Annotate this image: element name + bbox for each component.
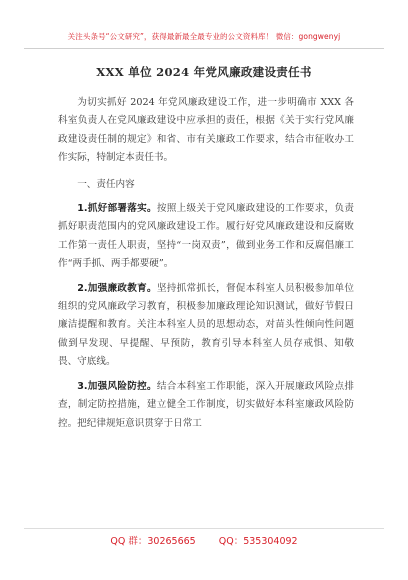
header-banner <box>24 24 384 49</box>
item-label-2: 2.加强廉政教育。 <box>77 282 157 294</box>
section-heading: 一、责任内容 <box>77 178 135 190</box>
item-label-1: 1.抓好部署落实。 <box>77 203 157 215</box>
item-text-3: 结合本科室工作职能，深入开展廉政风险点排查，制定防控措施，建立健全工作制度，切实做好本科室廉政风险防控。把纪律规矩意识贯穿于日常工 <box>58 380 354 429</box>
header-banner-text: 关注头条号“公文研究”，获得最新最全最专业的公文资料库！ 微信：gongwenyj <box>67 32 341 41</box>
footer-contact <box>0 533 408 547</box>
footer-qq: QQ：535304092 <box>218 536 298 547</box>
footer-divider <box>24 528 384 529</box>
document-title: XXX 单位 2024 年党风廉政建设责任书 <box>96 65 312 79</box>
document-body <box>58 94 354 433</box>
item-text-2: 坚持抓常抓长，督促本科室人员积极参加单位组织的党风廉政学习教育，积极参加廉政理论知识测试，做好节假日廉洁提醒和教育。关注本科室人员的思想动态，对苗头性倾向性问题做到早发现、早提醒、早预防，教育引导本科室人员存戒惧、知敬畏、守底线。 <box>58 282 354 368</box>
intro-paragraph: 为切实抓好 2024 年党风廉政建设工作，进一步明确市 XXX 各科室负责人在党风廉政建设中应承担的责任，根据《关于实行党风廉政建设责任制的规定》和省、市有关廉政工作要求，结合市征收办工作实际，特制定本责任书。 <box>58 97 354 164</box>
item-paragraph-1 <box>58 200 354 274</box>
item-label-3: 3.加强风险防控。 <box>77 380 157 392</box>
item-text-1: 按照上级关于党风廉政建设的工作要求，负责抓好职责范围内的党风廉政建设工作。履行好党风廉政建设和反腐败工作第一责任人职责，坚持“一岗双责”，做到业务工作和反腐倡廉工作“两手抓、两手都要硬”。 <box>58 203 354 270</box>
footer-qq-group: QQ 群：30265665 <box>110 536 196 547</box>
item-paragraph-3 <box>58 378 354 433</box>
item-paragraph-2 <box>58 280 354 372</box>
